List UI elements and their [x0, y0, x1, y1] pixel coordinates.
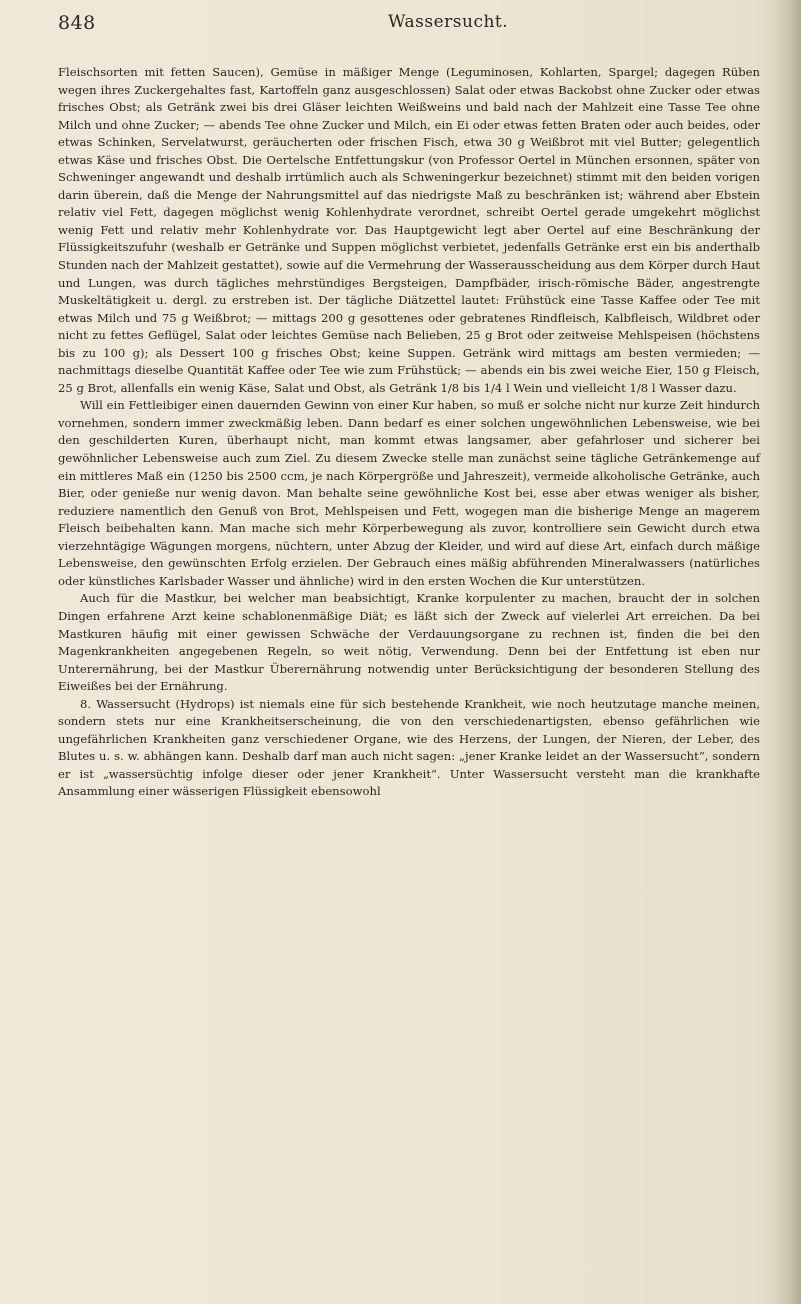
page-edge-shadow [771, 0, 801, 1304]
paragraph-fettleibig: Will ein Fettleibiger einen dauernden Gewinn von einer Kur haben, so muß er solche nicht nur kurze Zeit hindurch vornehmen, sondern immer zweckmäßig leben. Dann bedarf es einer solchen ungewöhnlichen Lebensweise, wie bei den geschilderten Kuren, überhaupt nicht, man kommt etwas langsamer, aber gefahrloser und sicherer bei gewöhnlicher Lebensweise auch zum Ziel. Zu diesem Zwecke stelle man zunächst seine tägliche Getränkemenge auf ein mittleres Maß ein (1250 bis 2500 ccm, je nach Körpergröße und Jahreszeit), vermeide alkoholische Getränke, auch Bier, oder genieße nur wenig davon. Man behalte seine gewöhnliche Kost bei, esse aber etwas weniger als bisher, reduziere namentlich den Genuß von Brot, Mehlspeisen und Fett, wogegen man die bisherige Menge an magerem Fleisch beibehalten kann. Man mache sich mehr Körperbewegung als zuvor, kontrolliere sein Gewicht durch etwa vierzehntägige Wägungen morgens, nüchtern, unter Abzug der Kleider, und wird auf diese Art, einfach durch mäßige Lebensweise, den gewünschten Erfolg erzielen. Der Gebrauch eines mäßig abführenden Mineralwassers (natürliches oder künstliches Karlsbader Wasser und ähnliche) wird in den ersten Wochen die Kur unterstützen. [58, 398, 760, 588]
paragraph-mastkur: Auch für die Mastkur, bei welcher man beabsichtigt, Kranke korpulenter zu machen, braucht der in solchen Dingen erfahrene Arzt keine schablonenmäßige Diät; es läßt sich der Zweck auf vielerlei Art erreichen. Da bei Mastkuren häufig mit einer gewissen Schwäche der Verdauungsorgane zu rechnen ist, finden die bei den Magenkrankheiten angegebenen Regeln, so weit nötig, Verwendung. Denn bei der Entfettung ist eben nur Unterernährung, bei der Mastkur Überernährung notwendig unter Berücksichtigung der besonderen Stellung des Eiweißes bei der Ernährung. [58, 591, 760, 694]
running-head: Wassersucht. [388, 12, 509, 32]
paragraph-wassersucht: 8. Wassersucht (Hydrops) ist niemals eine für sich bestehende Krankheit, wie noch heutzutage manche meinen, sondern stets nur eine Krankheitserscheinung, die von den verschiedenartigsten, ebenso gefährlichen wie ungefährlichen Krankheiten ganz verschiedener Organe, wie des Herzens, der Lungen, der Nieren, der Leber, des Blutes u. s. w. abhängen kann. Deshalb darf man auch nicht sagen: „jener Kranke leidet an der Wassersucht“, sondern er ist „wassersüchtig infolge dieser oder jener Krankheit“. Unter Wassersucht versteht man die krankhafte Ansammlung einer wässerigen Flüssigkeit ebensowohl [58, 696, 760, 799]
page-number: 848 [58, 12, 96, 34]
paragraph-diet: Fleischsorten mit fetten Saucen), Gemüse in mäßiger Menge (Leguminosen, Kohlarten, Spargel; dagegen Rüben wegen ihres Zuckergehaltes fast, Kartoffeln ganz ausgeschlossen) Salat oder etwas Backobst ohne Zucker oder etwas frisches Obst; als Getränk zwei bis drei Gläser leichten Weißweins und bald nach der Mahlzeit eine Tasse Tee ohne Milch und ohne Zucker; — abends Tee ohne Zucker und Milch, ein Ei oder etwas fetten Braten oder auch beides, oder etwas Schinken, Servelatwurst, geräucherten oder frischen Fisch, etwa 30 g Weißbrot mit viel Butter; gelegentlich etwas Käse und frisches Obst. Die Oertelsche Entfettungskur (von Professor Oertel in München ersonnen, später von Schweninger angewandt und deshalb irrtümlich auch als Schweningerkur bezeichnet) stimmt mit den beiden vorigen darin überein, daß die Menge der Nahrungsmittel auf das niedrigste Maß zu beschränken ist; während aber Ebstein relativ viel Fett, dagegen möglichst wenig Kohlenhydrate verordnet, schreibt Oertel gerade umgekehrt möglichst wenig Fett und relativ mehr Kohlenhydrate vor. Das Hauptgewicht legt aber Oertel auf eine Beschränkung der Flüssigkeitszufuhr (weshalb er Getränke und Suppen möglichst verbietet, jedenfalls Getränke erst ein bis anderthalb Stunden nach der Mahlzeit gestattet), sowie auf die Vermehrung der Wasserausscheidung aus dem Körper durch Haut und Lungen, was durch tägliches mehrstündiges Bergsteigen, Dampfbäder, irisch-römische Bäder, angestrengte Muskeltätigkeit u. dergl. zu erstreben ist. Der tägliche Diätzettel lautet: Frühstück eine Tasse Kaffee oder Tee mit etwas Milch und 75 g Weißbrot; — mittags 200 g gesottenes oder gebratenes Rindfleisch, Kalbfleisch, Wildbret oder nicht zu fettes Geflügel, Salat oder leichtes Gemüse nach Belieben, 25 g Brot oder zeitweise Mehlspeisen (höchstens bis zu 100 g); als Dessert 100 g frisches Obst; keine Suppen. Getränk wird mittags am besten vermieden; — nachmittags dieselbe Quantität Kaffee oder Tee wie zum Frühstück; — abends ein bis zwei weiche Eier, 150 g Fleisch, 25 g Brot, allenfalls ein wenig Käse, Salat und Obst, als Getränk 1/8 bis 1/4 l Wein und vielleicht 1/8 l Wasser dazu. [58, 65, 760, 395]
page-header [58, 12, 758, 38]
body-text [58, 64, 760, 801]
